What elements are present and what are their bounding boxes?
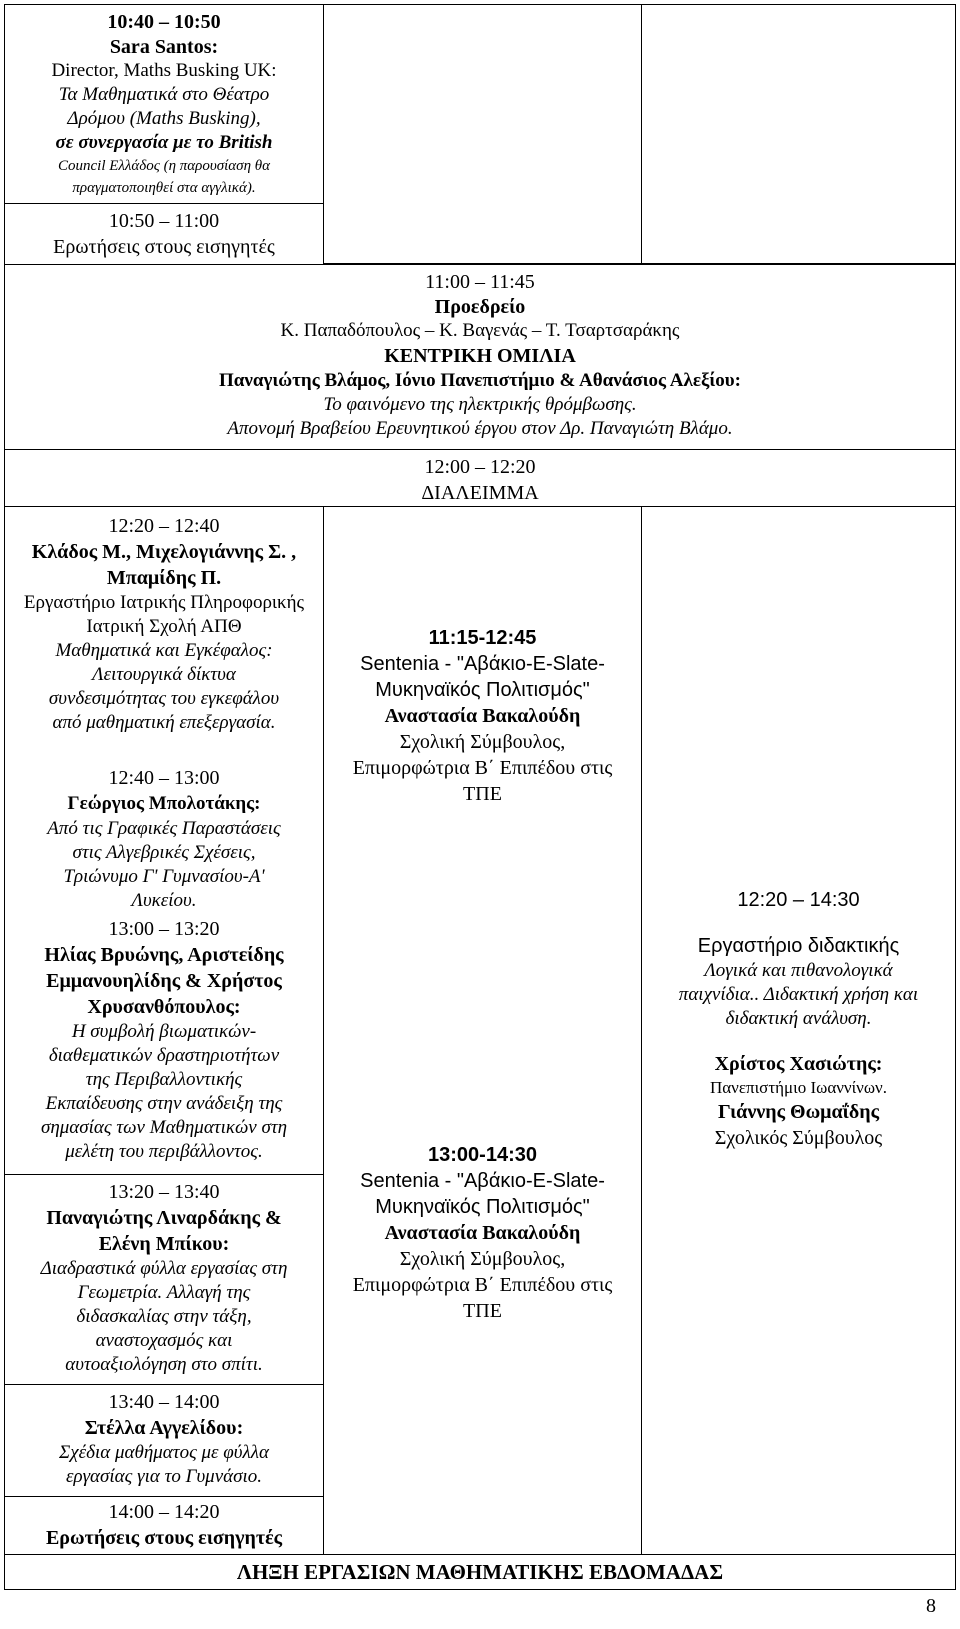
speaker-name: Εμμανουηλίδης & Χρήστος [46, 970, 282, 992]
speaker-role: Director, Maths Busking UK: [51, 60, 277, 81]
talk-title: Σχέδια μαθήματος με φύλλα [59, 1442, 269, 1463]
session-sentenia-1 [324, 506, 642, 1030]
talk-title: μελέτη του περιβάλλοντος. [65, 1141, 263, 1162]
talk-title: Από τις Γραφικές Παραστάσεις [47, 818, 281, 839]
talk-title: σημασίας των Μαθηματικών στη [40, 1117, 288, 1138]
talk-title: διαθεματικών δραστηριοτήτων [48, 1045, 280, 1066]
session-time: 12:20 – 14:30 [737, 889, 860, 911]
speaker-name: Sara Santos: [109, 36, 219, 58]
speaker-name: Κλάδος Μ., Μιχελογιάννης Σ. , [31, 541, 297, 563]
talk-note: Council Ελλάδος (η παρουσίαση θα [57, 158, 270, 174]
talk-title: συνδεσιμότητας του εγκεφάλου [48, 688, 280, 709]
session-mpolotakis [4, 761, 324, 916]
empty-cell [324, 4, 642, 264]
session-vryonis [4, 916, 324, 1174]
closing-text: ΛΗΞΗ ΕΡΓΑΣΙΩΝ ΜΑΘΗΜΑΤΙΚΗΣ ΕΒΔΟΜΑΔΑΣ [236, 1560, 724, 1584]
talk-title: Δρόμου (Maths Busking), [67, 108, 261, 129]
page-number: 8 [926, 1595, 936, 1617]
award-note: Απονομή Βραβείου Ερευνητικού έργου στον Δρ. Παναγιώτη Βλάμο. [227, 418, 733, 439]
empty-cell [642, 4, 956, 264]
presidium-label: Προεδρείο [434, 296, 526, 318]
session-time: 13:20 – 13:40 [108, 1181, 220, 1203]
speaker-role: Σχολική Σύμβουλος, [399, 731, 566, 753]
speaker-name: Γεώργιος Μπολοτάκης: [67, 793, 261, 814]
session-questions-2 [4, 1496, 324, 1554]
speaker-name: Αναστασία Βακαλούδη [384, 705, 581, 727]
session-time: 13:00 – 13:20 [108, 918, 220, 940]
talk-title: Λυκείου. [131, 890, 197, 911]
session-sentenia-2 [324, 1030, 642, 1554]
talk-title: εργασίας για το Γυμνάσιο. [65, 1466, 263, 1487]
session-time: 11:00 – 11:45 [425, 271, 535, 293]
talk-title: από μαθηματική επεξεργασία. [52, 712, 276, 733]
talk-title: αυτοαξιολόγηση στο σπίτι. [65, 1354, 263, 1375]
session-time: 11:15-12:45 [428, 627, 537, 649]
talk-note: πραγματοποιηθεί στα αγγλικά). [72, 180, 256, 196]
closing-row [4, 1554, 956, 1590]
speaker-affiliation: Ιατρική Σχολή ΑΠΘ [86, 616, 242, 637]
session-time: 12:00 – 12:20 [424, 456, 536, 478]
speaker-affiliation: Εργαστήριο Ιατρικής Πληροφορικής [23, 592, 305, 613]
talk-title: Λειτουργικά δίκτυα [92, 664, 236, 685]
speaker-name: Παναγιώτης Λιναρδάκης & [46, 1207, 282, 1229]
session-sara-santos [4, 4, 324, 204]
session-label: Ερωτήσεις στους εισηγητές [45, 1527, 283, 1549]
speaker-role: Σχολική Σύμβουλος, [399, 1248, 566, 1270]
speaker-role: Επιμορφώτρια Β΄ Επιπέδου στις [352, 757, 613, 779]
talk-title: αναστοχασμός και [95, 1330, 233, 1351]
workshop-title: Sentenia - "Αβάκιο-E-Slate- [360, 1170, 605, 1192]
talk-title: Γεωμετρία. Αλλαγή της [77, 1282, 251, 1303]
talk-title: Η συμβολή βιωματικών- [71, 1021, 257, 1042]
workshop-description: διδακτική ανάλυση. [725, 1008, 872, 1029]
speaker-role: ΤΠΕ [463, 1300, 502, 1322]
session-time: 12:20 – 12:40 [108, 515, 220, 537]
talk-title: Εκπαίδευσης στην ανάδειξη της [45, 1093, 283, 1114]
workshop-title: Sentenia - "Αβάκιο-E-Slate- [360, 653, 605, 675]
talk-title: στις Αλγεβρικές Σχέσεις, [72, 842, 256, 863]
session-aggelidou [4, 1384, 324, 1496]
workshop-heading: Εργαστήριο διδακτικής [697, 935, 900, 957]
speaker-name: Ελένη Μπίκου: [98, 1233, 230, 1255]
keynote-label: ΚΕΝΤΡΙΚΗ ΟΜΙΛΙΑ [384, 345, 576, 367]
session-label: ΔΙΑΛΕΙΜΜΑ [421, 482, 539, 504]
talk-title: της Περιβαλλοντικής [85, 1069, 243, 1090]
speaker-role: Σχολικός Σύμβουλος [714, 1127, 883, 1149]
session-klados [4, 506, 324, 761]
session-label: Ερωτήσεις στους εισηγητές [53, 236, 275, 258]
talk-title: Τριώνυμο Γ' Γυμνασίου-Α' [63, 866, 265, 887]
speaker-role: ΤΠΕ [463, 783, 502, 805]
speaker-name: Γιάννης Θωμαΐδης [717, 1101, 880, 1123]
talk-title: Διαδραστικά φύλλα εργασίας στη [40, 1258, 288, 1279]
session-workshop [642, 506, 956, 1554]
keynote-speakers: Παναγιώτης Βλάμος, Ιόνιο Πανεπιστήμιο & Αθανάσιος Αλεξίου: [219, 370, 741, 391]
speaker-role: Επιμορφώτρια Β΄ Επιπέδου στις [352, 1274, 613, 1296]
speaker-name: Χρίστος Χασιώτης: [714, 1053, 883, 1075]
talk-title: διδασκαλίας στην τάξη, [76, 1306, 252, 1327]
speaker-name: Ηλίας Βρυώνης, Αριστείδης [44, 944, 284, 966]
workshop-title: Μυκηναϊκός Πολιτισμός" [375, 679, 590, 701]
session-plenary [4, 264, 956, 449]
session-time: 13:40 – 14:00 [108, 1391, 220, 1413]
speaker-name: Αναστασία Βακαλούδη [384, 1222, 581, 1244]
talk-title: σε συνεργασία με το British [55, 132, 273, 153]
talk-title: Τα Μαθηματικά στο Θέατρο [58, 84, 270, 105]
session-time: 10:50 – 11:00 [108, 210, 220, 232]
speaker-name: Στέλλα Αγγελίδου: [84, 1417, 244, 1439]
speaker-name: Μπαμίδης Π. [106, 567, 222, 589]
speaker-name: Χρυσανθόπουλος: [87, 996, 241, 1018]
workshop-description: παιχνίδια.. Διδακτική χρήση και [678, 984, 919, 1005]
session-time: 12:40 – 13:00 [108, 767, 220, 789]
session-time: 10:40 – 10:50 [107, 11, 221, 33]
session-time: 13:00-14:30 [428, 1144, 537, 1166]
session-time: 14:00 – 14:20 [108, 1501, 220, 1523]
talk-title: Μαθηματικά και Εγκέφαλος: [55, 640, 273, 661]
workshop-description: Λογικά και πιθανολογικά [704, 960, 893, 981]
speaker-affiliation: Πανεπιστήμιο Ιωαννίνων. [709, 1078, 887, 1097]
workshop-title: Μυκηναϊκός Πολιτισμός" [375, 1196, 590, 1218]
session-linardakis [4, 1174, 324, 1384]
session-break [4, 449, 956, 506]
keynote-title: Το φαινόμενο της ηλεκτρικής θρόμβωσης. [323, 394, 637, 415]
session-questions-1 [4, 204, 324, 264]
presidium-members: Κ. Παπαδόπουλος – Κ. Βαγενάς – Τ. Τσαρτσαράκης [280, 320, 680, 341]
